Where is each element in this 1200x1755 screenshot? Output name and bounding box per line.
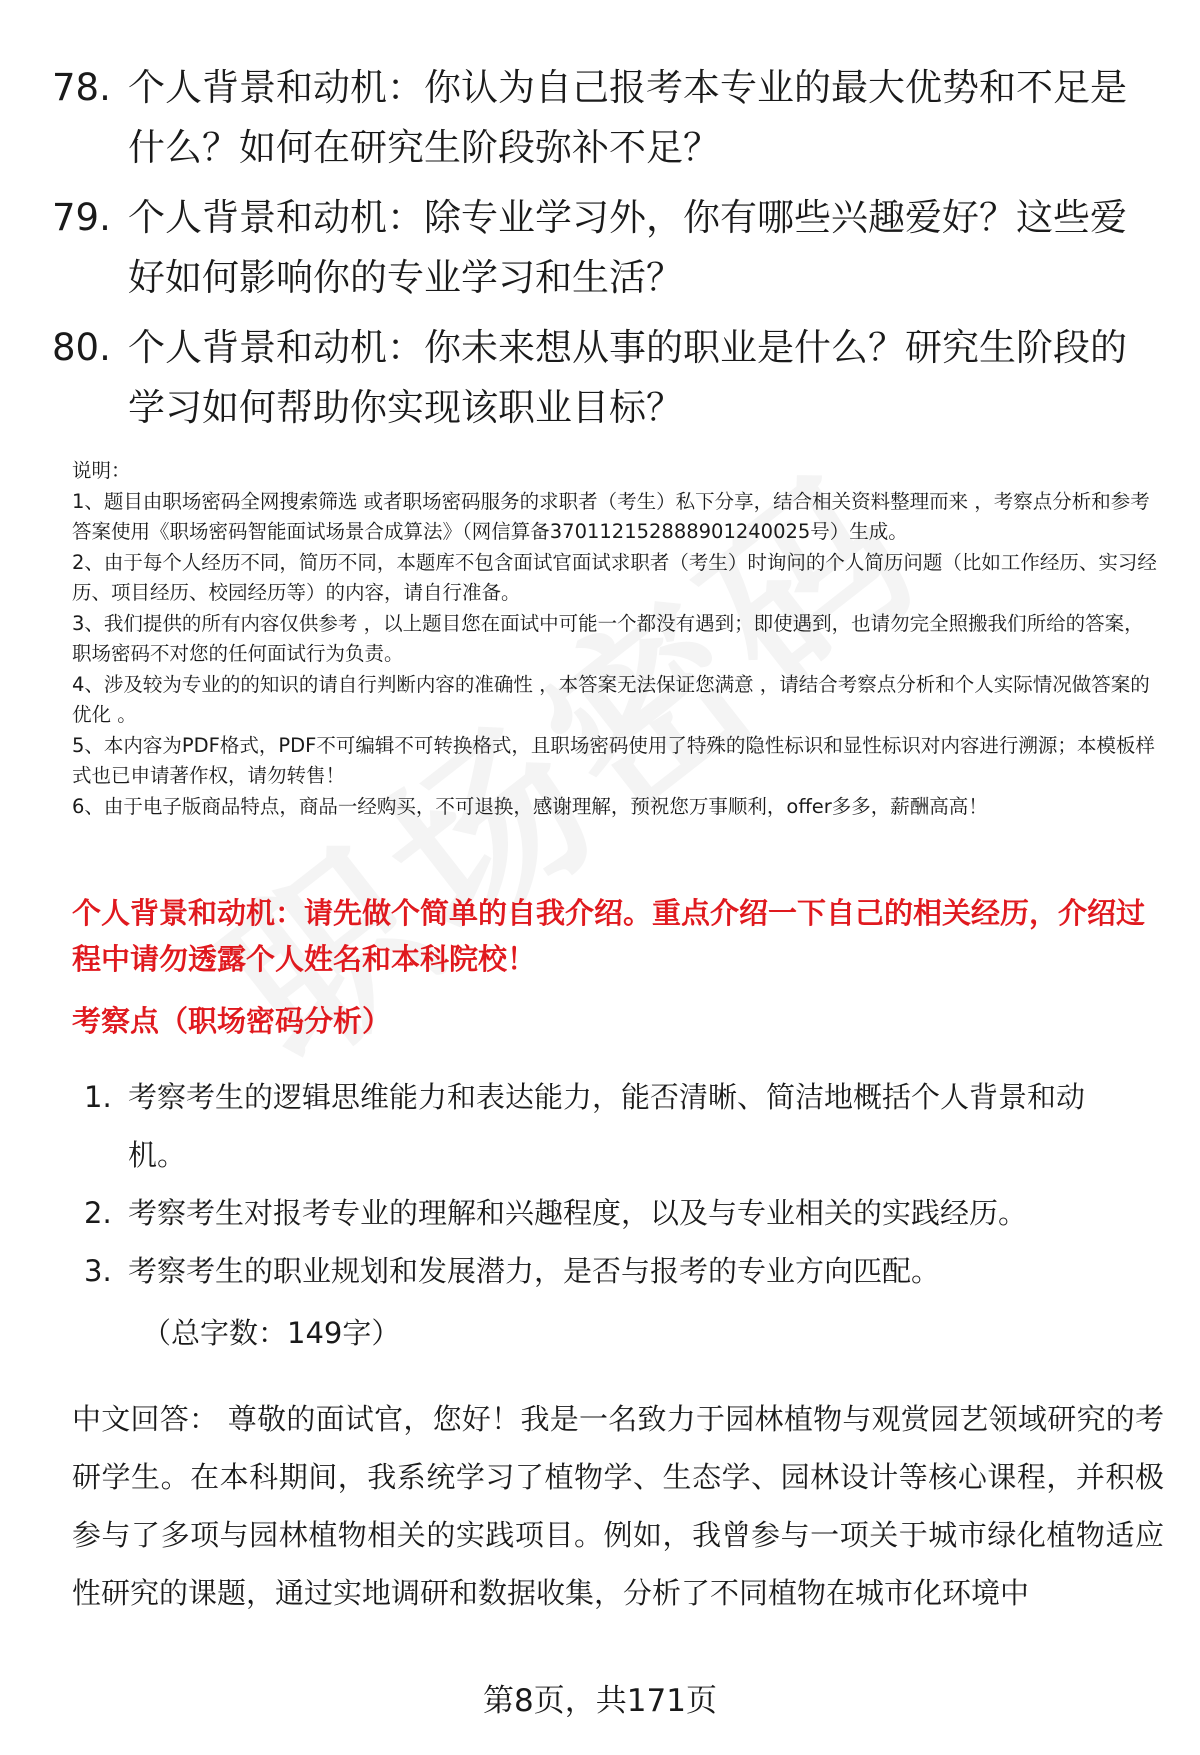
question-number: 78. bbox=[52, 66, 111, 109]
analysis-heading: 考察点（职场密码分析） bbox=[72, 1004, 392, 1038]
question-item bbox=[52, 58, 1152, 178]
analysis-point bbox=[84, 1068, 1124, 1184]
question-number: 79. bbox=[52, 196, 111, 239]
page-footer: 第8页，共171页 bbox=[483, 1683, 717, 1719]
question-text: 个人背景和动机：你未来想从事的职业是什么？研究生阶段的学习如何帮助你实现该职业目标？ bbox=[128, 326, 1127, 429]
answer-text: 中文回答： 尊敬的面试官，您好！我是一名致力于园林植物与观赏园艺领域研究的考研学生。在本科期间，我系统学习了植物学、生态学、园林设计等核心课程，并积极参与了多项与园林植物相关的实践项目。例如，我曾参与一项关于城市绿化植物适应性研究的课题，通过实地调研和数据收集，分析了不同植物在城市化环境中 bbox=[72, 1402, 1164, 1610]
point-text: 考察考生的逻辑思维能力和表达能力，能否清晰、简洁地概括个人背景和动机。 bbox=[128, 1080, 1086, 1172]
analysis-point bbox=[84, 1184, 1124, 1242]
point-number: 2. bbox=[84, 1196, 112, 1230]
note-item: 4、涉及较为专业的的知识的请自行判断内容的准确性 ，本答案无法保证您满意 ，请结合考察点分析和个人实际情况做答案的优化 。 bbox=[72, 672, 1150, 726]
word-count: （总字数：149字） bbox=[142, 1316, 401, 1350]
note-item: 3、我们提供的所有内容仅供参考 ，以上题目您在面试中可能一个都没有遇到；即使遇到，也请勿完全照搬我们所给的答案，职场密码不对您的任何面试行为负责。 bbox=[72, 611, 1144, 665]
question-text: 个人背景和动机：你认为自己报考本专业的最大优势和不足是什么？如何在研究生阶段弥补不足？ bbox=[128, 66, 1127, 169]
notes-section bbox=[72, 456, 1162, 822]
note-item: 6、由于电子版商品特点，商品一经购买，不可退换，感谢理解，预祝您万事顺利，offer多多，薪酬高高！ bbox=[72, 794, 988, 818]
note-item: 5、本内容为PDF格式，PDF不可编辑不可转换格式，且职场密码使用了特殊的隐性标识和显性标识对内容进行溯源；本模板样式也已申请著作权，请勿转售！ bbox=[72, 733, 1155, 787]
question-item bbox=[52, 318, 1152, 438]
question-text: 个人背景和动机：除专业学习外，你有哪些兴趣爱好？这些爱好如何影响你的专业学习和生活？ bbox=[128, 196, 1127, 299]
current-question-title: 个人背景和动机：请先做个简单的自我介绍。重点介绍一下自己的相关经历，介绍过程中请勿透露个人姓名和本科院校！ bbox=[72, 896, 1146, 976]
point-text: 考察考生对报考专业的理解和兴趣程度，以及与专业相关的实践经历。 bbox=[128, 1196, 1028, 1230]
analysis-points bbox=[84, 1068, 1124, 1300]
question-number: 80. bbox=[52, 326, 111, 369]
notes-heading: 说明： bbox=[72, 459, 131, 482]
point-number: 1. bbox=[84, 1080, 112, 1114]
analysis-point bbox=[84, 1242, 1124, 1300]
point-number: 3. bbox=[84, 1254, 112, 1288]
note-item: 2、由于每个人经历不同，简历不同，本题库不包含面试官面试求职者（考生）时询问的个人简历问题（比如工作经历、实习经历、项目经历、校园经历等）的内容，请自行准备。 bbox=[72, 550, 1157, 604]
point-text: 考察考生的职业规划和发展潜力，是否与报考的专业方向匹配。 bbox=[128, 1254, 941, 1288]
question-list bbox=[52, 58, 1152, 448]
question-item bbox=[52, 188, 1152, 308]
note-item: 1、题目由职场密码全网搜索筛选 或者职场密码服务的求职者（考生）私下分享，结合相关资料整理而来 ，考察点分析和参考答案使用《职场密码智能面试场景合成算法》（网信算备370112152888901240025号）生成。 bbox=[72, 489, 1150, 543]
